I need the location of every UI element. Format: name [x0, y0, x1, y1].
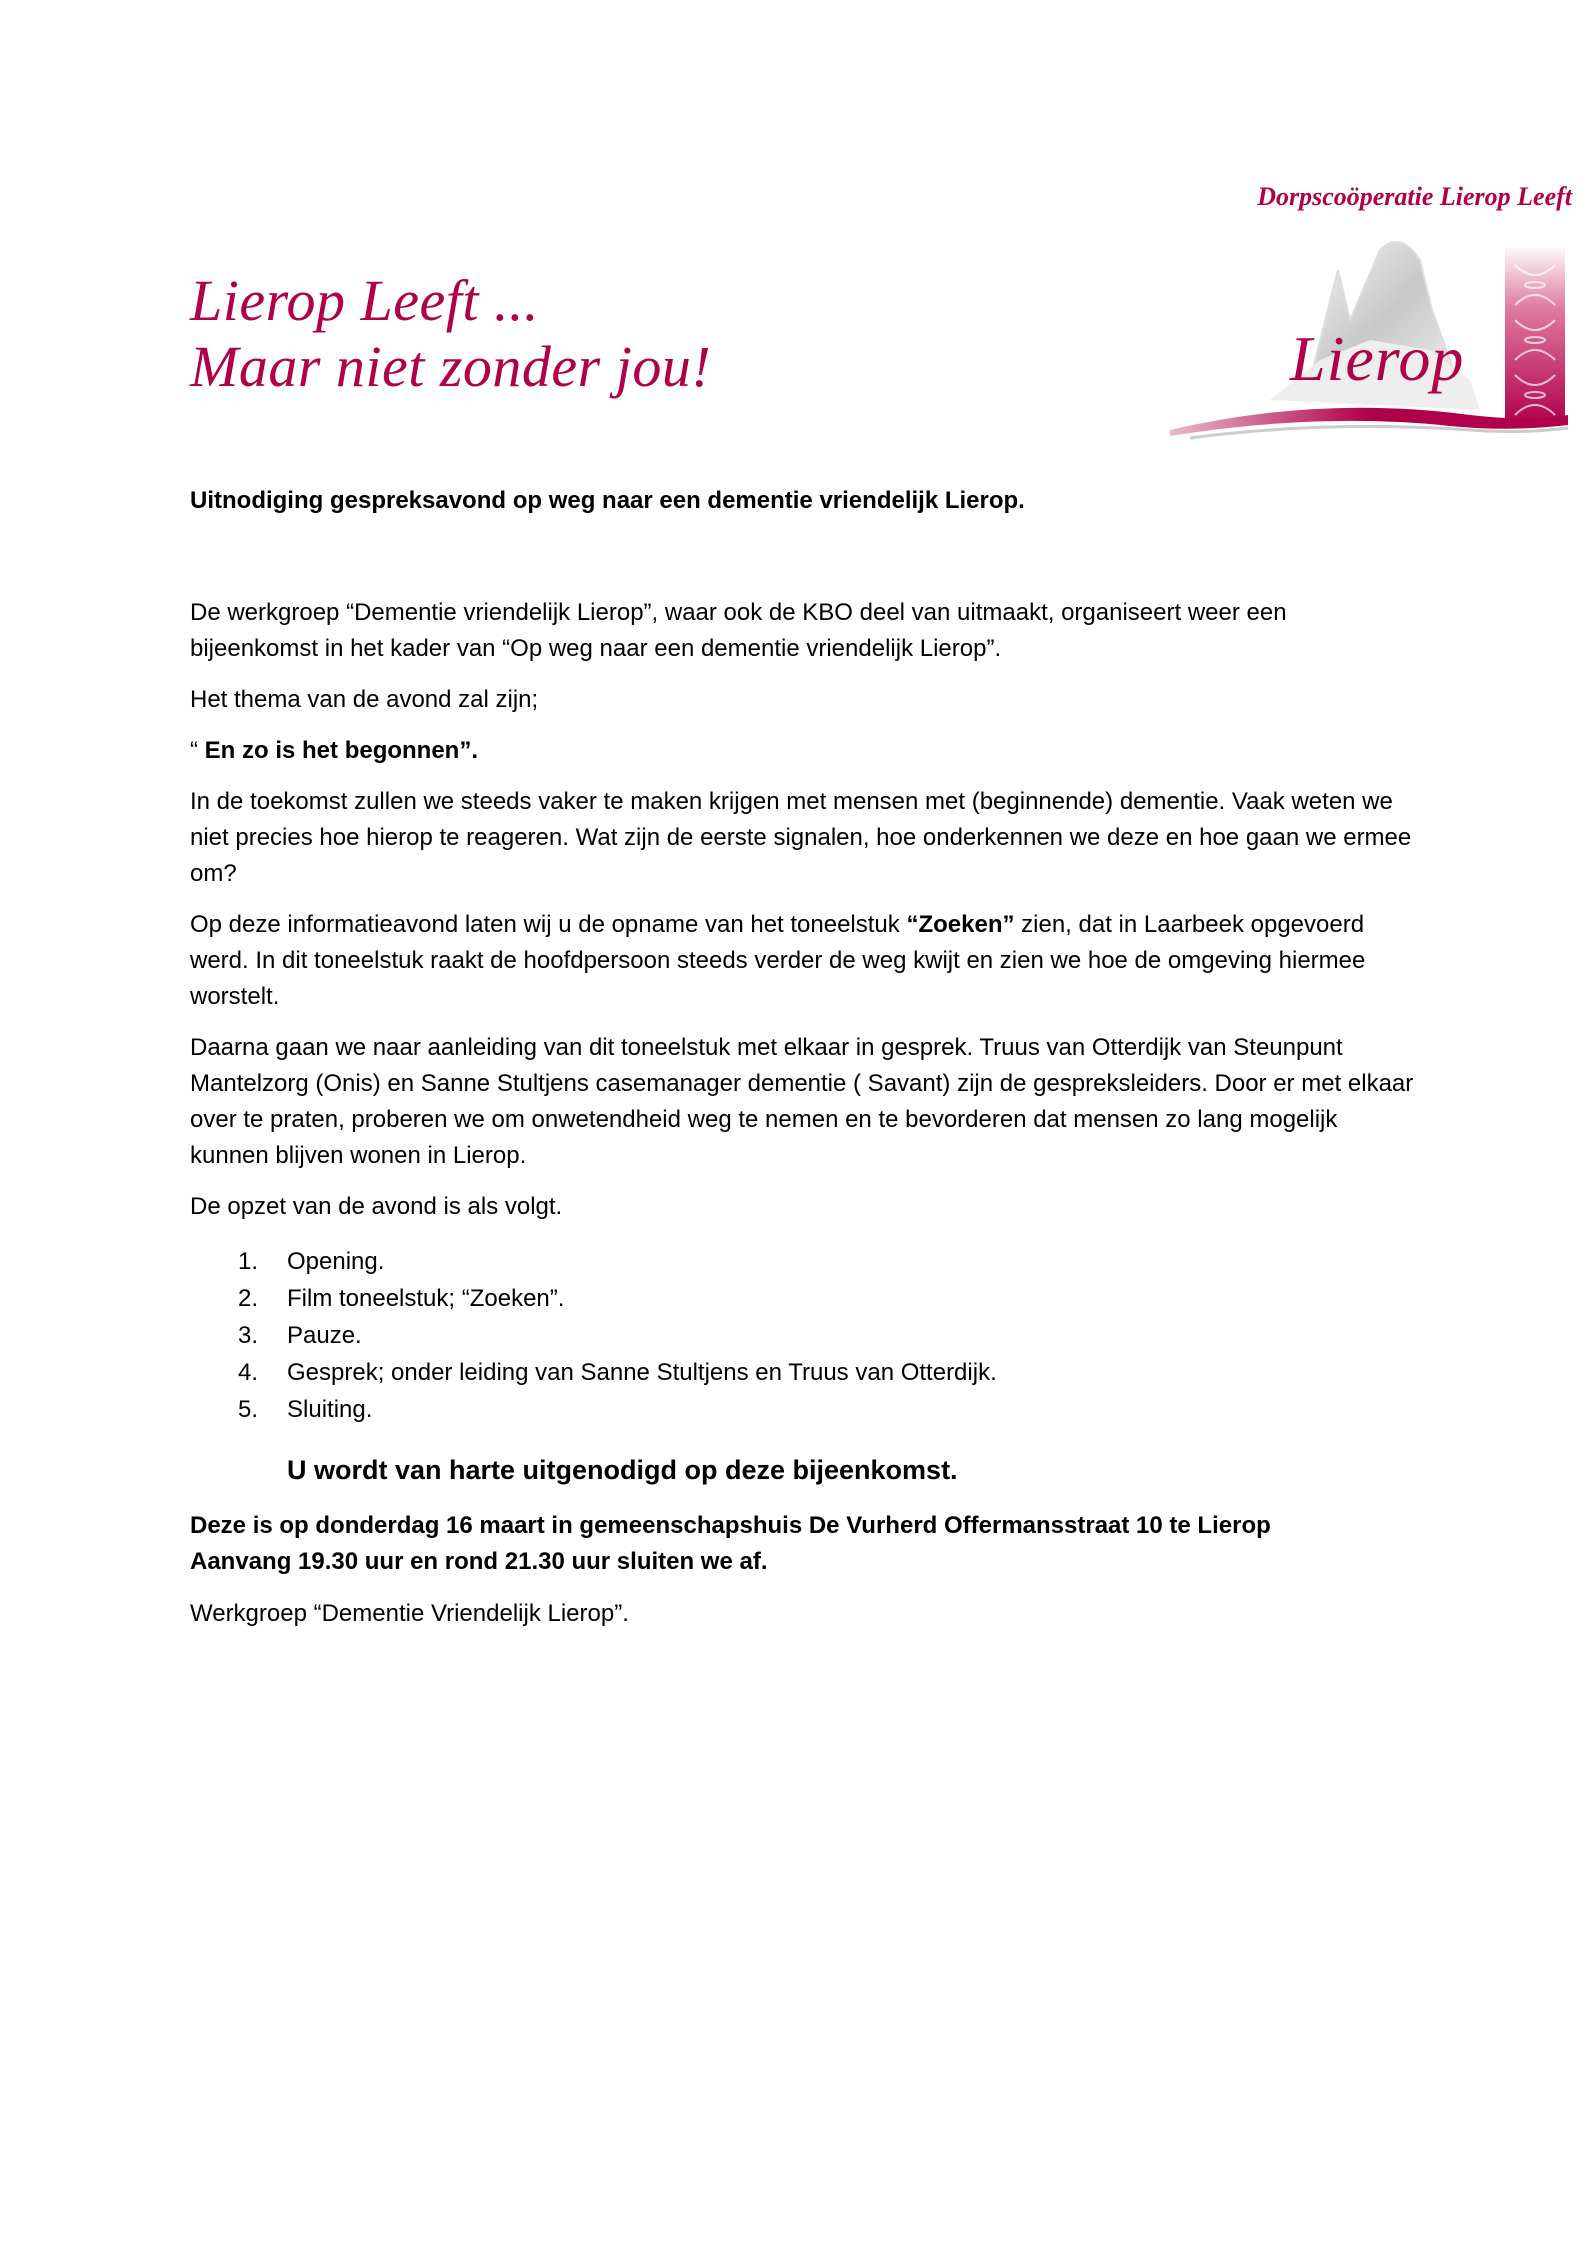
agenda-item: 5. Sluiting.	[238, 1396, 373, 1423]
lierop-logo	[1170, 180, 1570, 440]
agenda-intro: De opzet van de avond is als volgt.	[190, 1193, 563, 1220]
theme-intro: Het thema van de avond zal zijn;	[190, 686, 539, 713]
theme-open-quote: “	[190, 737, 205, 764]
logo-wordmark: Lierop	[1290, 323, 1465, 394]
letter-body	[190, 483, 1420, 1632]
agenda-item: 1. Opening.	[238, 1248, 385, 1275]
discussion-paragraph: Daarna gaan we naar aanleiding van dit toneelstuk met elkaar in gesprek. Truus van Otterdijk van Steunpunt Mantelzorg (Onis) en Sanne Stultjens casemanager dementie ( Savant) zijn de gespreksleiders. Door er met elkaar over te praten, proberen we om onwetendheid weg te nemen en te bevorderen dat mensen zo lang mogelijk kunnen blijven wonen in Lierop.	[190, 1034, 1414, 1169]
agenda-list	[190, 1243, 1420, 1428]
play-paragraph	[190, 907, 1420, 1015]
logo-caption: Dorpscoöperatie Lierop Leeft	[1257, 182, 1572, 211]
future-paragraph: In de toekomst zullen we steeds vaker te maken krijgen met mensen met (beginnende) dementie. Vaak weten we niet precies hoe hierop te reageren. Wat zijn de eerste signalen, hoe onderkennen we deze en hoe gaan we ermee om?	[190, 788, 1412, 887]
slogan-line-1: Lierop Leeft ...	[190, 268, 540, 333]
intro-paragraph: De werkgroep “Dementie vriendelijk Lierop”, waar ook de KBO deel van uitmaakt, organiseert weer een bijeenkomst in het kader van “Op weg naar een dementie vriendelijk Lierop”.	[190, 599, 1287, 662]
play-text-after: zien, dat in Laarbeek opgevoerd werd. In dit toneelstuk raakt de hoofdpersoon steeds verder de weg kwijt en zien we hoe de omgeving hiermee worstelt.	[190, 911, 1366, 1010]
slogan-line-2: Maar niet zonder jou!	[190, 334, 712, 399]
play-title: “Zoeken”	[906, 911, 1015, 938]
agenda-item: 2. Film toneelstuk; “Zoeken”.	[238, 1285, 565, 1312]
play-text-before: Op deze informatieavond laten wij u de opname van het toneelstuk	[190, 911, 907, 938]
agenda-item: 3. Pauze.	[238, 1322, 362, 1349]
theme-text: En zo is het begonnen”.	[204, 737, 479, 764]
letter-title: Uitnodiging gespreksavond op weg naar een dementie vriendelijk Lierop.	[190, 487, 1025, 514]
agenda-item: 4. Gesprek; onder leiding van Sanne Stultjens en Truus van Otterdijk.	[238, 1359, 997, 1386]
event-time: Aanvang 19.30 uur en rond 21.30 uur sluiten we af.	[190, 1548, 768, 1575]
signoff: Werkgroep “Dementie Vriendelijk Lierop”.	[190, 1600, 629, 1627]
event-location: Deze is op donderdag 16 maart in gemeenschapshuis De Vurherd Offermansstraat 10 te Lierop	[190, 1512, 1271, 1539]
event-details	[190, 1508, 1420, 1580]
invitation-heading: U wordt van harte uitgenodigd op deze bijeenkomst.	[287, 1455, 958, 1485]
slogan-heading	[190, 268, 711, 400]
theme-statement	[190, 733, 1420, 769]
